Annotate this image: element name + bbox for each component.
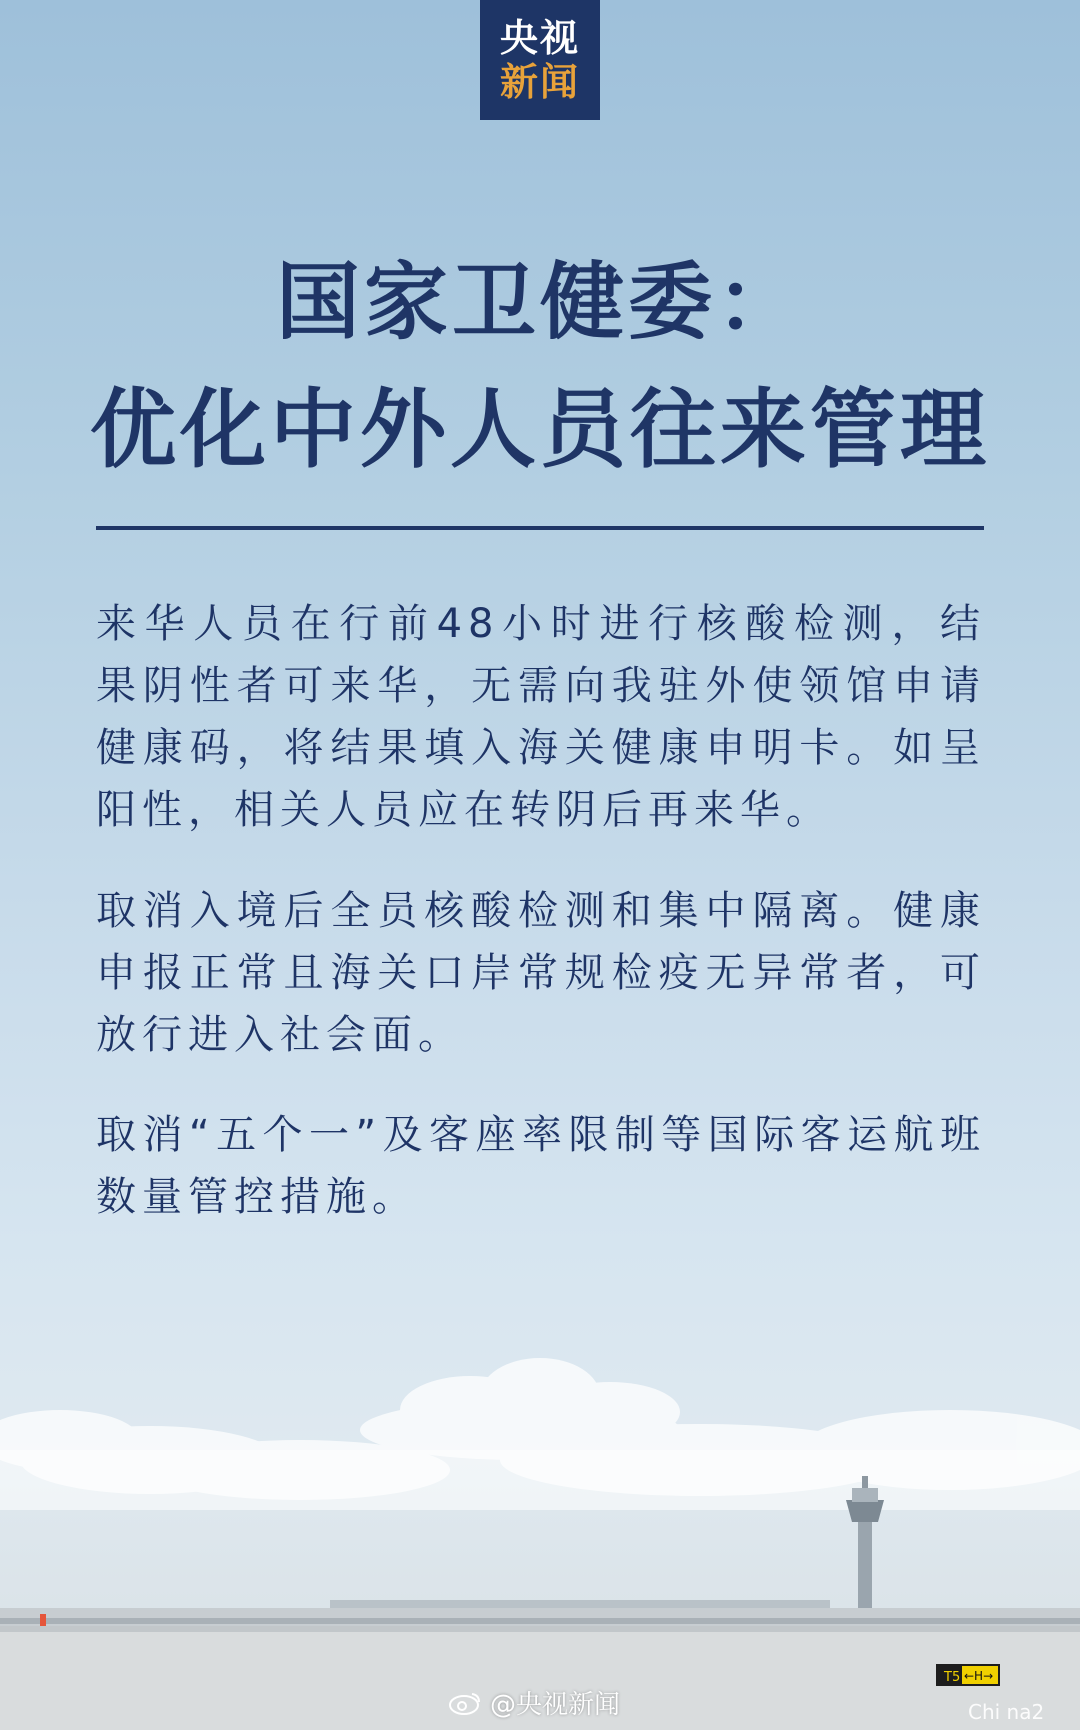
- watermark-text: @央视新闻: [490, 1690, 621, 1720]
- runway-sign: [936, 1664, 1000, 1686]
- weibo-icon: [448, 1690, 482, 1716]
- divider: [96, 526, 984, 530]
- paragraph-entry-testing: 来华人员在行前48小时进行核酸检测，结果阴性者可来华，无需向我驻外使领馆申请健康码，将结果填入海关健康申明卡。如呈阳性，相关人员应在转阴后再来华。: [96, 601, 986, 833]
- sign-arrow: ←H→: [964, 1669, 994, 1683]
- logo-line-2: 新闻: [499, 60, 580, 104]
- paragraph-quarantine: 取消入境后全员核酸检测和集中隔离。健康申报正常且海关口岸常规检疫无异常者，可放行进入社会面。: [96, 888, 986, 1058]
- terminal-buildings: [0, 1600, 1080, 1628]
- cctv-news-logo: [480, 0, 600, 120]
- airport-scene-illustration: [0, 1300, 1080, 1730]
- paragraph-flights: 取消“五个一”及客座率限制等国际客运航班数量管控措施。: [96, 1112, 986, 1220]
- weibo-watermark: [448, 1684, 620, 1721]
- sign-gate: T5: [944, 1670, 961, 1685]
- corner-watermark: Chi na2: [968, 1700, 1045, 1724]
- airplane-icon: [339, 1300, 699, 1328]
- logo-line-1: 央视: [499, 16, 580, 60]
- headline-line-1: 国家卫健委：: [275, 252, 804, 351]
- headline-line-2: 优化中外人员往来管理: [90, 379, 990, 480]
